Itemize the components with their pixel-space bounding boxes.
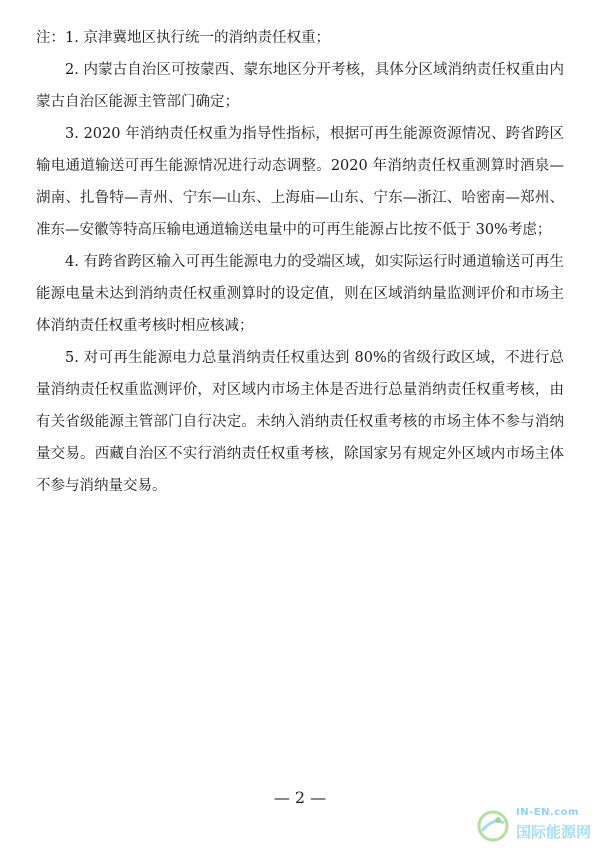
note-2: 2. 内蒙古自治区可按蒙西、蒙东地区分开考核，具体分区域消纳责任权重由内蒙古自治区能源主管部门确定； [36,62,564,110]
note-3: 3. 2020 年消纳责任权重为指导性指标，根据可再生能源资源情况、跨省跨区输电通道输送可再生能源情况进行动态调整。2020 年消纳责任权重测算时酒泉—湖南、扎鲁特—青州、宁东—山东、上海庙—山东、宁东—浙江、哈密南—郑州、准东—安徽等特高压输电通道输送电量中的可再生能源占比按不低于 30%考虑； [36,126,564,238]
watermark-logo-icon [476,809,510,843]
watermark-en-text: IN-EN.com [516,807,579,818]
note-5: 5. 对可再生能源电力总量消纳责任权重达到 80%的省级行政区域，不进行总量消纳责任权重监测评价，对区域内市场主体是否进行总量消纳责任权重考核，由有关省级能源主管部门自行决定。未纳入消纳责任权重考核的市场主体不参与消纳量交易。西藏自治区不实行消纳责任权重考核，除国家另有规定外区域内市场主体不参与消纳量交易。 [36,350,564,494]
notes-section [36,22,564,502]
note-4: 4. 有跨省跨区输入可再生能源电力的受端区域，如实际运行时通道输送可再生能源电量未达到消纳责任权重测算时的设定值，则在区域消纳量监测评价和市场主体消纳责任权重考核时相应核减； [36,254,564,334]
page-number: — 2 — [273,788,327,807]
watermark-cn-text: 国际能源网 [516,823,592,841]
watermark [476,805,592,849]
note-1: 注：1. 京津冀地区执行统一的消纳责任权重； [36,30,330,46]
